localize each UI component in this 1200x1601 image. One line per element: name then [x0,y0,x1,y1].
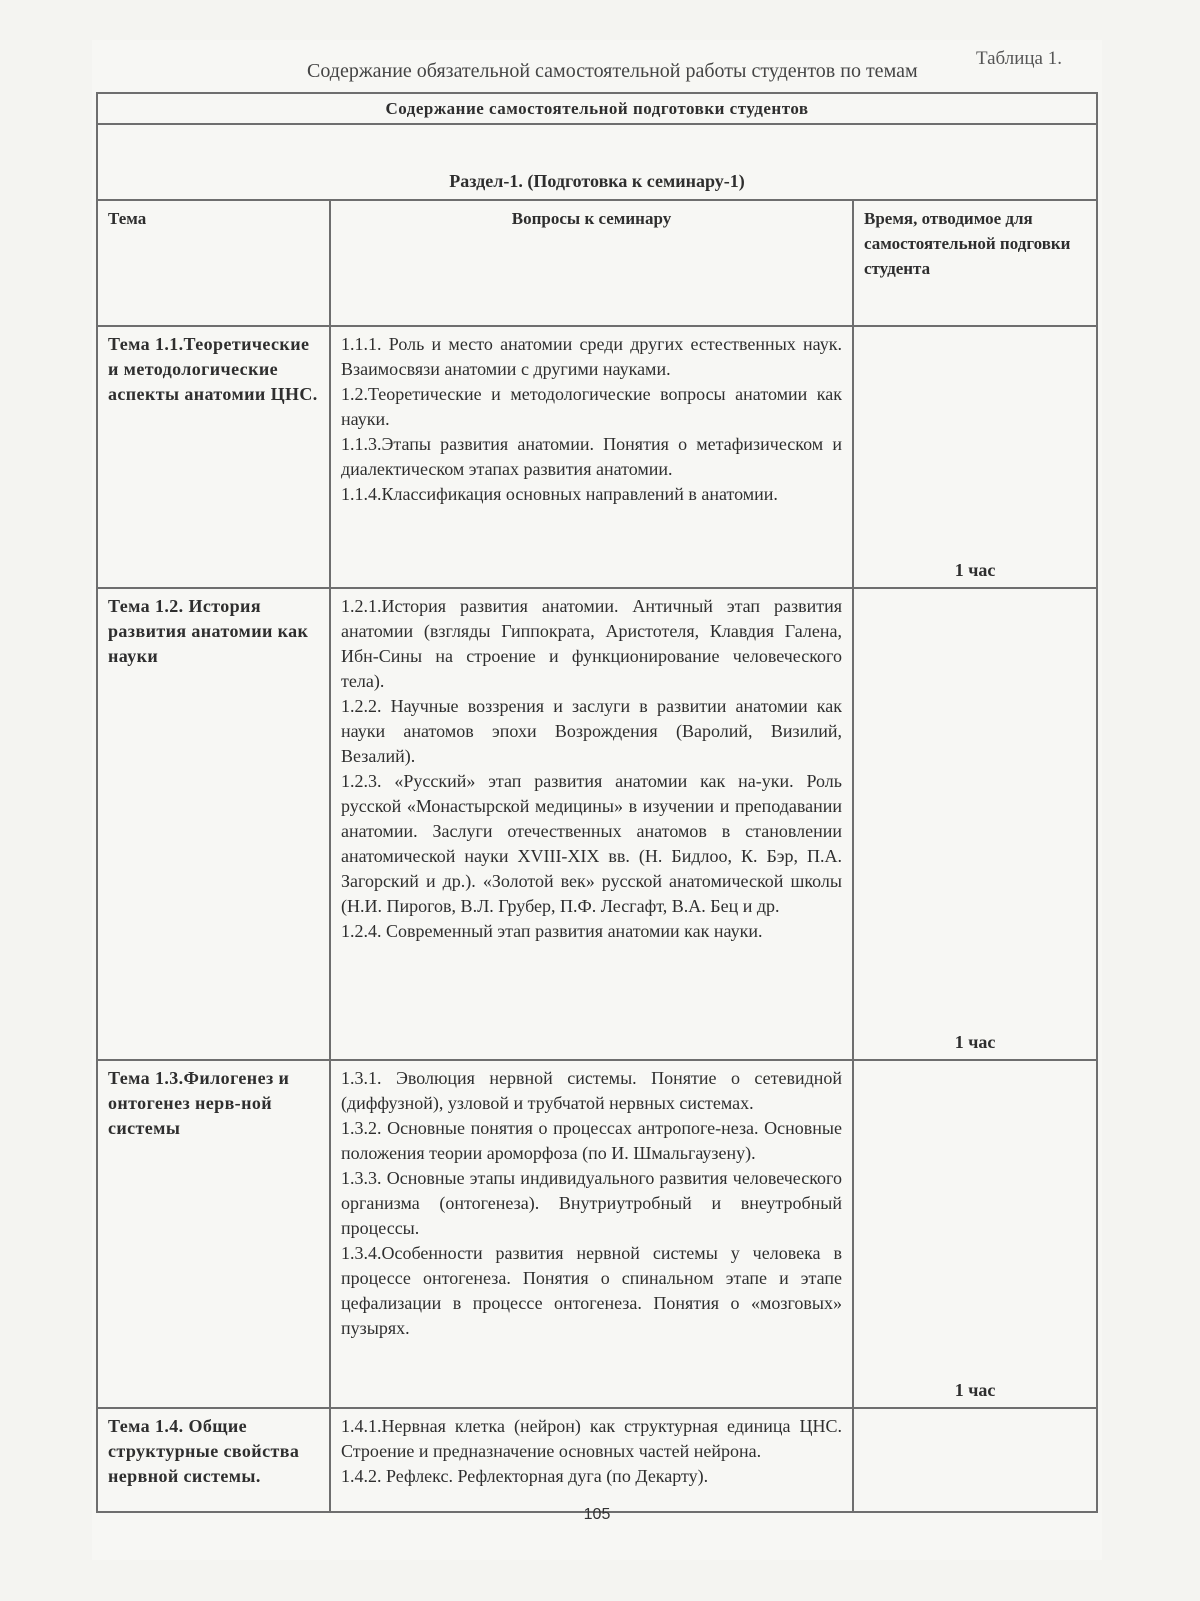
table-header-row [97,93,1097,124]
question-item: 1.2.3. «Русский» этап развития анатомии как на-уки. Роль русской «Монастырской медицины» в изучении и преподавании анатомии. Заслуги отечественных анатомов в становлении анатомической науки XVIII-XIX вв. (Н. Бидлоо, К. Бэр, П.А. Загорский и др.). «Золотой век» русской анатомической школы (Н.И. Пирогов, В.Л. Грубер, П.Ф. Лесгафт, В.А. Бец и др. [341,771,842,916]
questions-cell [330,326,853,588]
table-caption-label: Таблица 1. [975,48,1062,69]
time-cell: 1 час [853,588,1097,1060]
document-page [92,40,1102,1560]
question-item: 1.1.4.Классификация основных направлений в анатомии. [341,484,778,504]
question-item: 1.3.1. Эволюция нервной системы. Понятие о сетевидной (диффузной), узловой и трубчатой нервных системах. [341,1068,842,1113]
time-cell [853,1408,1097,1512]
page-number: 105 [583,1506,611,1523]
column-header-time: Время, отводимое для самостоятельной подговки студента [853,200,1097,326]
column-header-topic: Тема [97,200,330,326]
question-item: 1.2.1.История развития анатомии. Античный этап развития анатомии (взгляды Гиппократа, Аристотеля, Клавдия Галена, Ибн-Сины на строение и функционирование человеческого тела). [341,596,842,691]
questions-cell [330,588,853,1060]
section-row [97,124,1097,200]
table-caption-title: Содержание обязательной самостоятельной работы студентов по темам [307,60,918,82]
table-row [97,1408,1097,1512]
question-item: 1.1.3.Этапы развития анатомии. Понятия о метафизическом и диалектическом этапах развития анатомии. [341,434,842,479]
question-item: 1.2.2. Научные воззрения и заслуги в развитии анатомии как науки анатомов эпохи Возрождения (Варолий, Визилий, Везалий). [341,696,842,766]
time-cell: 1 час [853,1060,1097,1408]
topic-cell: Тема 1.2. История развития анатомии как науки [97,588,330,1060]
table-row [97,326,1097,588]
question-item: 1.1.1. Роль и место анатомии среди других естественных наук. Взаимосвязи анатомии с другими науками. [341,334,842,379]
questions-cell [330,1408,853,1512]
topic-cell: Тема 1.4. Общие структурные свойства нервной системы. [97,1408,330,1512]
question-item: 1.3.2. Основные понятия о процессах антропоге-неза. Основные положения теории ароморфоза (по И. Шмальгаузену). [341,1118,842,1163]
section-title: Раздел-1. (Подготовка к семинару-1) [97,124,1097,200]
question-item: 1.3.3. Основные этапы индивидуального развития человеческого организма (онтогенеза). Внутриутробный и внеутробный процессы. [341,1168,842,1238]
question-item: 1.2.4. Современный этап развития анатомии как науки. [341,921,763,941]
questions-cell [330,1060,853,1408]
topic-cell: Тема 1.1.Теоретические и методологические аспекты анатомии ЦНС. [97,326,330,588]
question-item: 1.4.1.Нервная клетка (нейрон) как структурная единица ЦНС. Строение и предназначение основных частей нейрона. [341,1416,842,1461]
question-item: 1.3.4.Особенности развития нервной системы у человека в процессе онтогенеза. Понятия о спинальном этапе и этапе цефализации в процессе онтогенеза. Понятия о «мозговых» пузырях. [341,1243,842,1338]
question-item: 1.4.2. Рефлекс. Рефлекторная дуга (по Декарту). [341,1466,709,1486]
table-header: Содержание самостоятельной подготовки студентов [97,93,1097,124]
table-row [97,588,1097,1060]
time-cell: 1 час [853,326,1097,588]
table-row [97,1060,1097,1408]
column-header-row [97,200,1097,326]
topic-cell: Тема 1.3.Филогенез и онтогенез нерв-ной системы [97,1060,330,1408]
question-item: 1.2.Теоретические и методологические вопросы анатомии как науки. [341,384,842,429]
self-study-table [96,92,1098,1513]
column-header-questions: Вопросы к семинару [330,200,853,326]
